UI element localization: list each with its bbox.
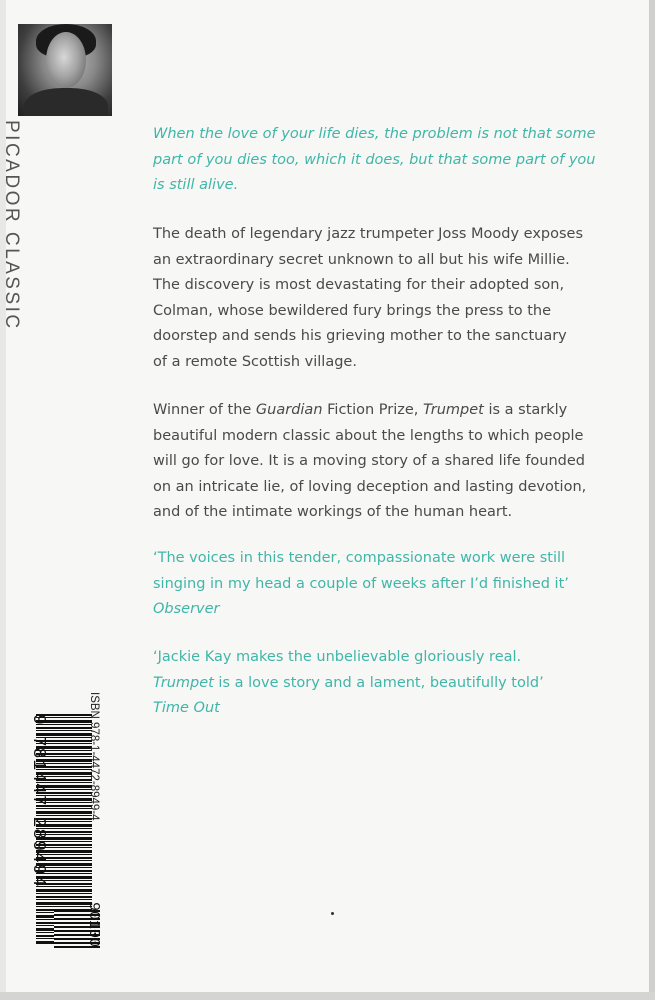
prize-line-mid: Fiction Prize, — [322, 402, 424, 418]
author-photo-face — [46, 32, 86, 88]
prize-paragraph — [153, 398, 623, 526]
quote-source: Observer — [153, 601, 220, 618]
epigraph — [153, 122, 623, 199]
newspaper-name: Guardian — [255, 402, 323, 418]
quote-line: singing in my head a couple of weeks after I’d finished it’ — [153, 575, 569, 592]
prize-line — [153, 398, 623, 424]
synopsis-line: The discovery is most devastating for their adopted son, — [153, 277, 565, 294]
prize-line: beautiful modern classic about the lengths to which people — [153, 427, 584, 444]
prize-line-post: is a starkly — [483, 402, 568, 418]
quote-line: ‘The voices in this tender, compassionate work were still — [153, 550, 566, 566]
prize-line-pre: Winner of the — [153, 402, 256, 418]
synopsis-paragraph — [153, 222, 623, 376]
cover-edge-right — [649, 0, 655, 1000]
epigraph-line: is still alive. — [153, 177, 239, 194]
barcode-area — [14, 690, 112, 965]
author-photo-shoulders — [24, 88, 108, 116]
synopsis-line: Colman, whose bewildered fury brings the press to the — [153, 302, 552, 319]
ean-first-digit: 9 — [28, 714, 48, 726]
author-photo — [18, 24, 112, 116]
synopsis-line: of a remote Scottish village. — [153, 353, 357, 370]
dust-speck — [331, 912, 334, 915]
price-code: 90100 — [85, 902, 102, 948]
quote-line: ‘Jackie Kay makes the unbelievable gloriously real. — [153, 649, 522, 665]
book-title: Trumpet — [153, 674, 214, 691]
synopsis-line: The death of legendary jazz trumpeter Joss Moody exposes — [153, 226, 584, 242]
quote-line-post: is a love story and a lament, beautifully told’ — [213, 674, 544, 691]
synopsis-line: doorstep and sends his grieving mother to the sanctuary — [153, 328, 567, 345]
cover-edge-bottom — [0, 992, 655, 1000]
quote-source: Time Out — [153, 700, 220, 717]
book-title: Trumpet — [423, 402, 484, 418]
epigraph-line: part of you dies too, which it does, but that some part of you — [153, 151, 596, 168]
epigraph-line: When the love of your life dies, the problem is not that some — [153, 126, 596, 142]
synopsis-line: an extraordinary secret unknown to all but his wife Millie. — [153, 251, 570, 268]
review-quote-observer — [153, 546, 623, 623]
prize-line: will go for love. It is a moving story of a shared life founded — [153, 453, 585, 470]
review-quote-timeout — [153, 645, 623, 722]
ean-group-1: 781447 — [28, 735, 48, 807]
quote-line — [153, 671, 623, 697]
ean-digits — [28, 714, 48, 887]
prize-line: on an intricate lie, of loving deception and lasting devotion, — [153, 478, 587, 495]
ean-group-2: 289494 — [28, 816, 48, 888]
prize-line: and of the intimate workings of the human heart. — [153, 504, 513, 521]
isbn-number: ISBN 978-1-4472-8949-4 — [88, 692, 100, 821]
series-name: PICADOR CLASSIC — [1, 120, 22, 331]
